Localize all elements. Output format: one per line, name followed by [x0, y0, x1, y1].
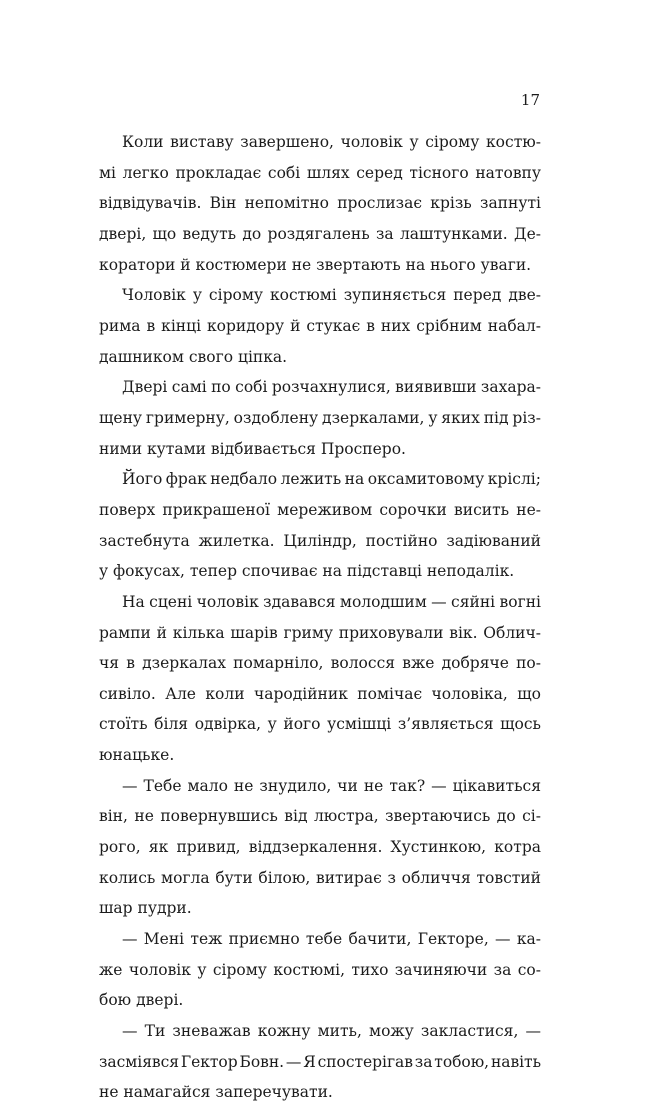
- text-line: бою двері.: [99, 991, 184, 1010]
- paragraph: [99, 924, 541, 1016]
- paragraph: [99, 280, 541, 372]
- text-line: дашником свого ціпка.: [99, 347, 288, 366]
- text-line: колись могла бути білою, витирає з обличчя товстий: [99, 868, 541, 887]
- text-line: коратори й костюмери не звертають на нього уваги.: [99, 255, 532, 274]
- paragraph: [99, 372, 541, 464]
- text-line: шар пудри.: [99, 899, 192, 918]
- body-text: [99, 127, 541, 1108]
- text-line: поверх прикрашеної мереживом сорочки висить не-: [99, 500, 541, 519]
- text-line: рима в кінці коридору й стукає в них срібним набал-: [99, 316, 541, 335]
- text-line: Його фрак недбало лежить на оксамитовому кріслі;: [122, 470, 541, 489]
- paragraph: [99, 464, 541, 587]
- text-line: Двері самі по собі розчахнулися, виявивши захара-: [122, 378, 541, 397]
- text-line: стоїть біля одвірка, у його усмішці з’являється щось: [99, 715, 541, 734]
- text-line: Чоловік у сірому костюмі зупиняється перед две-: [122, 286, 541, 305]
- text-line: двері, що ведуть до роздягалень за лаштунками. Де-: [99, 224, 541, 243]
- text-line: — Ти зневажав кожну мить, можу закластися, —: [122, 1022, 541, 1041]
- text-line: мі легко прокладає собі шлях серед тісного натовпу: [99, 163, 541, 182]
- text-line: чя в дзеркалах помарніло, волосся вже добряче по-: [99, 654, 541, 673]
- text-line: же чоловік у сірому костюмі, тихо зачиняючи за со-: [99, 960, 541, 979]
- paragraph: [99, 771, 541, 924]
- page-number: 17: [520, 91, 540, 109]
- text-line: ними кутами відбивається Просперо.: [99, 439, 406, 458]
- text-line: він, не повернувшись від люстра, звертаючись до сі-: [99, 807, 541, 826]
- paragraph: [99, 1016, 541, 1108]
- paragraph: [99, 127, 541, 280]
- text-line: рого, як привид, віддзеркалення. Хустинкою, котра: [99, 838, 541, 857]
- text-line: На сцені чоловік здавався молодшим — сяйні вогні: [122, 592, 541, 611]
- text-line: рампи й кілька шарів гриму приховували вік. Облич-: [99, 623, 541, 642]
- text-line: Коли виставу завершено, чоловік у сірому костю-: [122, 133, 541, 151]
- text-line: застебнута жилетка. Циліндр, постійно задіюваний: [99, 531, 541, 550]
- text-line: юнацьке.: [99, 746, 175, 765]
- text-line: не намагайся заперечувати.: [99, 1083, 333, 1102]
- text-line: щену гримерну, оздоблену дзеркалами, у яких під різ-: [99, 408, 541, 427]
- text-line: — Тебе мало не знудило, чи не так? — цікавиться: [122, 776, 541, 795]
- text-line: відвідувачів. Він непомітно прослизає крізь запнуті: [99, 194, 541, 213]
- text-line: сивіло. Але коли чародійник помічає чоловіка, що: [99, 684, 541, 703]
- text-line: у фокусах, тепер спочиває на підставці неподалік.: [99, 562, 515, 581]
- paragraph: [99, 587, 541, 771]
- text-line: — Мені теж приємно тебе бачити, Гекторе, — ка-: [122, 930, 541, 949]
- text-line: засміявся Гектор Бовн. — Я спостерігав за тобою, навіть: [99, 1052, 541, 1071]
